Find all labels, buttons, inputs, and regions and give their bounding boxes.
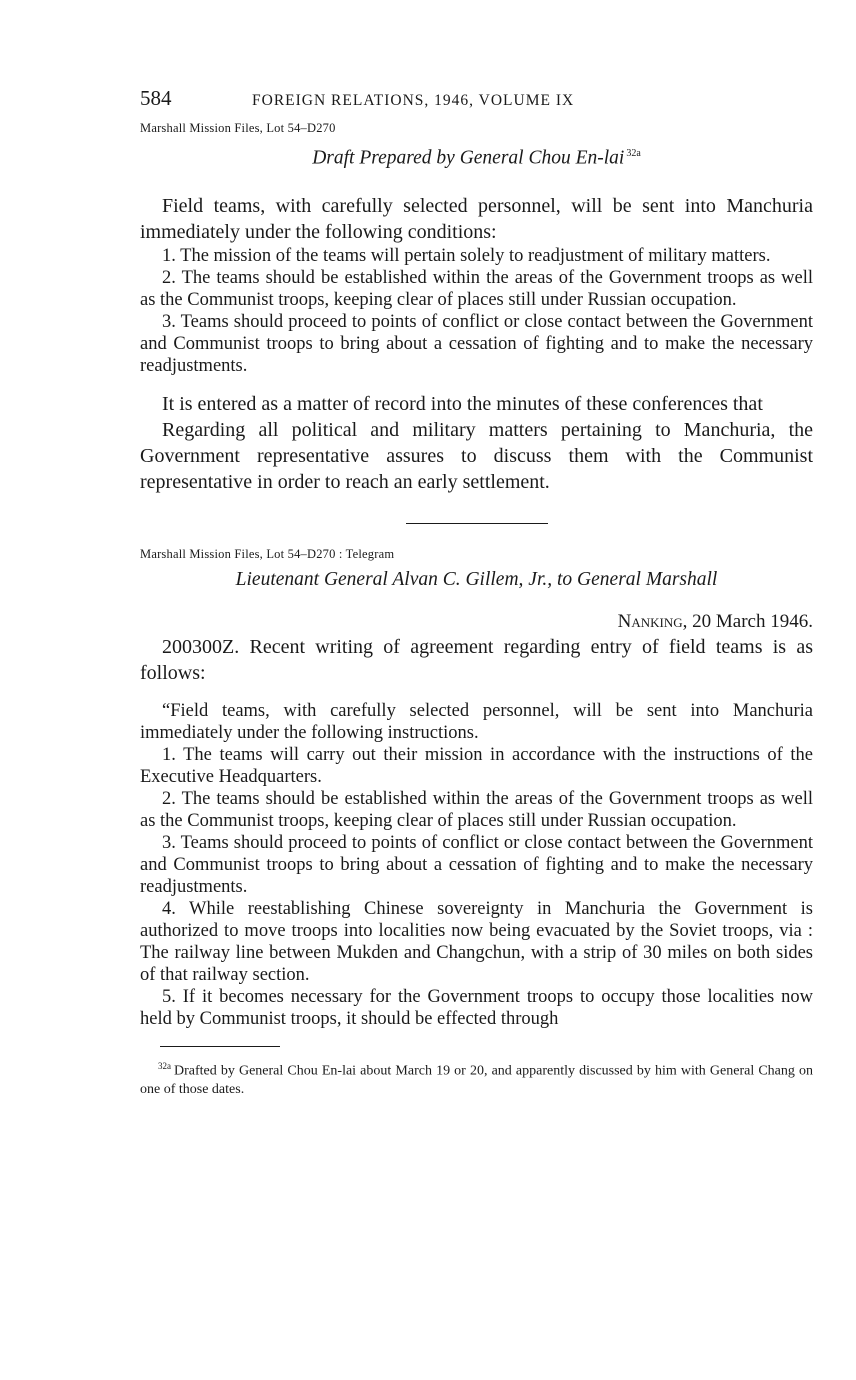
doc2-intro: 200300Z. Recent writing of agreement regarding entry of field teams is as follows:	[140, 636, 813, 684]
doc1-title-text: Draft Prepared by General Chou En-lai	[312, 147, 625, 169]
document-page	[140, 86, 813, 1099]
footnote-text: Drafted by General Chou En-lai about March 19 or 20, and apparently discussed by him with General Chang on one of those dates.	[140, 1063, 813, 1097]
running-title: FOREIGN RELATIONS, 1946, VOLUME IX	[252, 92, 575, 109]
doc1-paragraph: Field teams, with carefully selected personnel, will be sent into Manchuria immediately under the following conditions:	[140, 194, 813, 243]
doc2-item-1: 1. The teams will carry out their mission in accordance with the instructions of the Executive Headquarters.	[140, 745, 813, 787]
dateline-place: Nanking,	[617, 611, 688, 632]
doc2-paragraph: “Field teams, with carefully selected personnel, will be sent into Manchuria immediately under the following instructions.	[140, 701, 813, 743]
doc2-item-2: 2. The teams should be established within the areas of the Government troops as well as the Communist troops, keeping clear of places still under Russian occupation.	[140, 789, 813, 831]
dateline-date: 20 March 1946.	[692, 611, 813, 632]
doc1-record-statement: Regarding all political and military matters pertaining to Manchuria, the Government representative assures to discuss them with the Communist representative in order to reach an early settlement.	[140, 418, 813, 493]
doc2-title: Lieutenant General Alvan C. Gillem, Jr., to General Marshall	[235, 569, 718, 590]
footnote-rule	[160, 1046, 280, 1047]
doc1-title	[140, 142, 813, 171]
doc2-dateline	[140, 610, 813, 634]
footnote-marker: 32a	[158, 1061, 171, 1071]
doc2-item-5: 5. If it becomes necessary for the Government troops to occupy those localities now held by Communist troops, it should be effected through	[140, 987, 813, 1029]
doc2-item-4: 4. While reestablishing Chinese sovereignty in Manchuria the Government is authorized to move troops into localities now being evacuated by the Soviet troops, via : The railway line between Mukden and Changchun, with a strip of 30 miles on both sides of that railway section.	[140, 899, 813, 985]
doc1-source: Marshall Mission Files, Lot 54–D270	[140, 121, 336, 135]
footnote	[140, 1057, 813, 1099]
doc1-item-2: 2. The teams should be established within the areas of the Government troops as well as the Communist troops, keeping clear of places still under Russian occupation.	[140, 267, 813, 310]
section-divider	[406, 523, 548, 525]
doc1-item-1: 1. The mission of the teams will pertain solely to readjustment of military matters.	[162, 245, 771, 266]
doc1-item-3: 3. Teams should proceed to points of conflict or close contact between the Government and Communist troops to bring about a cessation of fighting and to make the necessary readjustments.	[140, 311, 813, 376]
doc2-source: Marshall Mission Files, Lot 54–D270 : Telegram	[140, 547, 395, 561]
doc2-item-3: 3. Teams should proceed to points of conflict or close contact between the Government and Communist troops to bring about a cessation of fighting and to make the necessary readjustments.	[140, 833, 813, 897]
page-number: 584	[140, 86, 172, 110]
doc1-record-intro: It is entered as a matter of record into the minutes of these conferences that	[162, 392, 763, 415]
doc1-footnote-ref[interactable]: 32a	[626, 148, 641, 159]
running-head	[140, 86, 813, 116]
